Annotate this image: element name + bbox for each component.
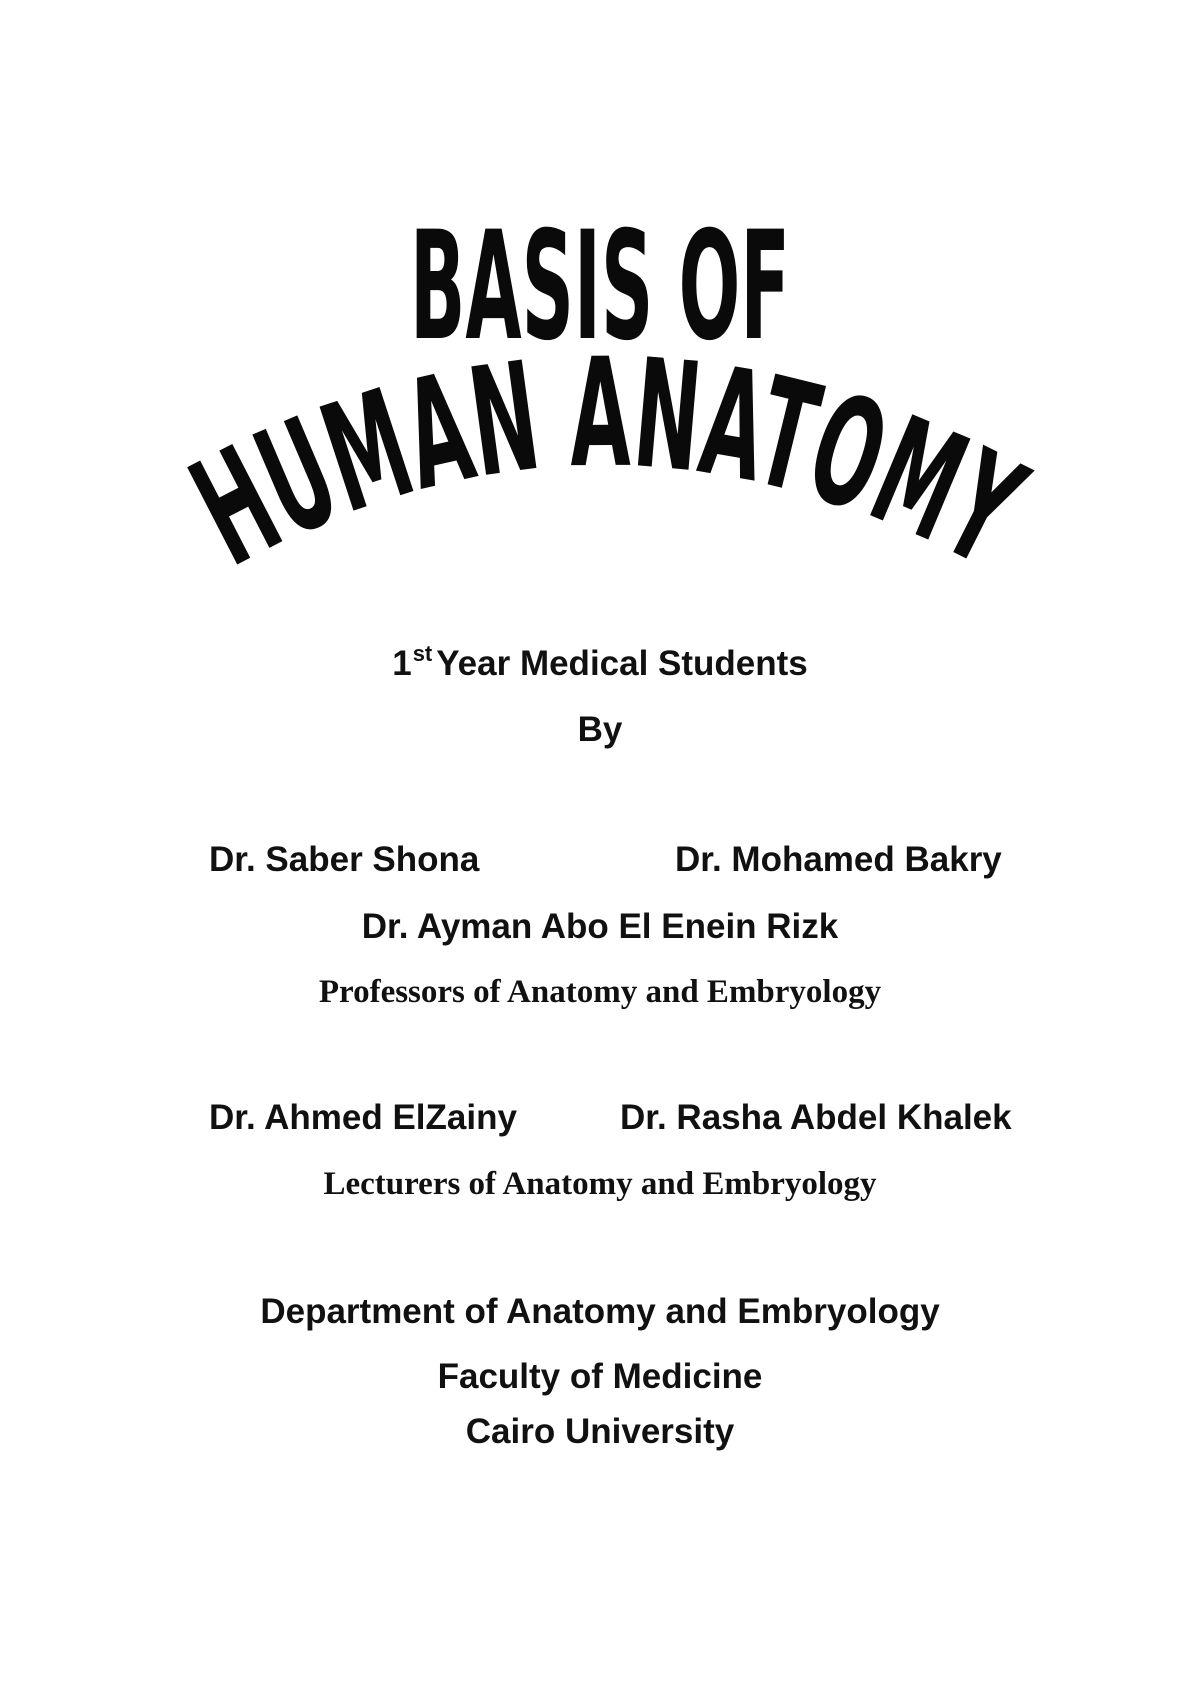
audience-line [0,642,1200,690]
department-name: Department of Anatomy and Embryology [260,1292,940,1331]
audience-text: Year Medical Students [436,644,808,683]
author-name-2: Dr. Mohamed Bakry [675,840,1002,879]
title-line-2 [167,322,1094,624]
title-line-2-path: HUMAN ANATOMY [167,322,1094,624]
faculty-name: Faculty of Medicine [437,1357,763,1396]
professors-role: Professors of Anatomy and Embryology [318,974,882,1010]
author-name-1: Dr. Saber Shona [209,840,480,879]
audience-ordinal: 1 [392,644,412,683]
audience-ordinal-suffix: st [412,641,433,666]
title-line-1: BASIS OF [410,200,790,375]
lecturers-role: Lecturers of Anatomy and Embryology [323,1166,877,1202]
author-name-3: Dr. Ayman Abo El Enein Rizk [361,907,839,946]
by-label: By [577,710,623,749]
university-name: Cairo University [465,1412,735,1451]
lecturer-name-1: Dr. Ahmed ElZainy [209,1098,517,1137]
book-title [0,200,1200,660]
lecturer-name-2: Dr. Rasha Abdel Khalek [620,1098,1012,1137]
